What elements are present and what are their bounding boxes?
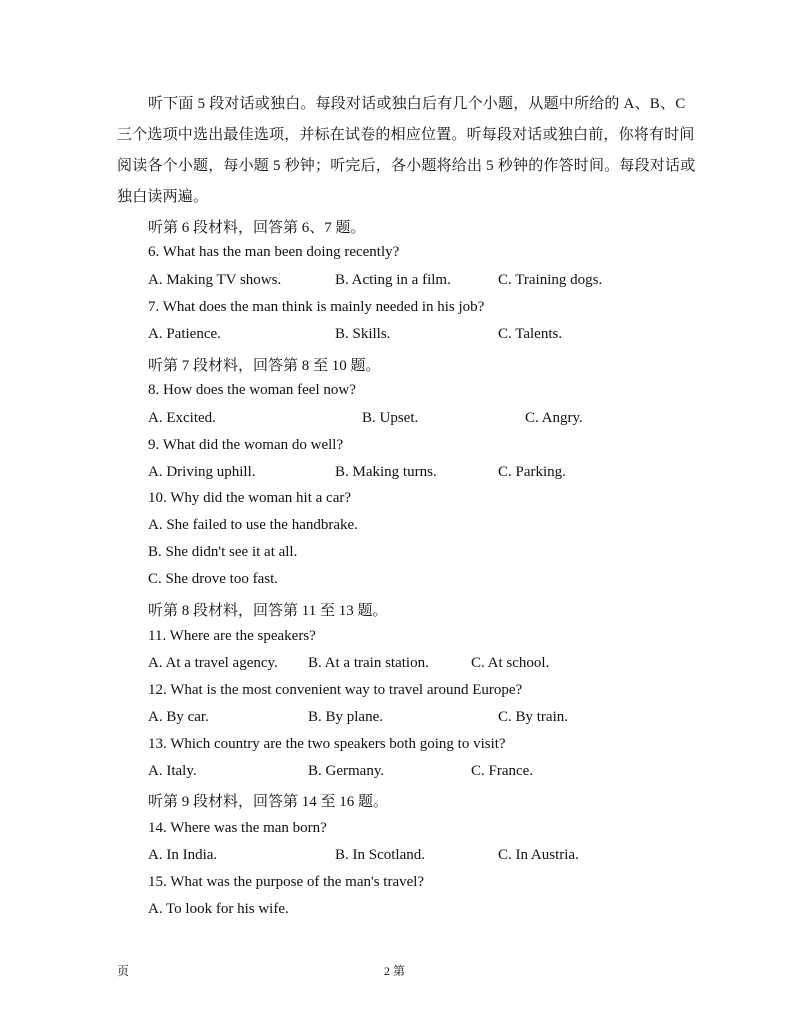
q13-option-b: B. Germany. — [308, 763, 385, 779]
q11-option-b: B. At a train station. — [308, 655, 429, 671]
section-heading-6: 听第 6 段材料，回答第 6、7 题。 — [148, 220, 366, 236]
q9-option-a: A. Driving uphill. — [148, 464, 256, 480]
q12-option-c: C. By train. — [498, 709, 568, 725]
q7-option-c: C. Talents. — [498, 326, 563, 342]
q15-option-a: A. To look for his wife. — [148, 901, 289, 917]
question-7: 7. What does the man think is mainly needed in his job? — [148, 299, 485, 315]
question-6: 6. What has the man been doing recently? — [148, 244, 400, 260]
q9-option-b: B. Making turns. — [335, 464, 437, 480]
q14-option-c: C. In Austria. — [498, 847, 579, 863]
q12-option-a: A. By car. — [148, 709, 209, 725]
section-heading-9: 听第 9 段材料，回答第 14 至 16 题。 — [148, 794, 389, 810]
question-10: 10. Why did the woman hit a car? — [148, 490, 351, 506]
question-13: 13. Which country are the two speakers both going to visit? — [148, 736, 506, 752]
section-heading-8: 听第 8 段材料，回答第 11 至 13 题。 — [148, 603, 388, 619]
q8-option-b: B. Upset. — [362, 410, 419, 426]
question-14: 14. Where was the man born? — [148, 820, 327, 836]
q13-option-a: A. Italy. — [148, 763, 197, 779]
q7-option-b: B. Skills. — [335, 326, 391, 342]
question-8: 8. How does the woman feel now? — [148, 382, 356, 398]
q8-option-c: C. Angry. — [525, 410, 583, 426]
question-11: 11. Where are the speakers? — [148, 628, 316, 644]
q7-option-a: A. Patience. — [148, 326, 221, 342]
footer-page-label: 页 — [117, 964, 130, 978]
q10-option-b: B. She didn't see it at all. — [148, 544, 298, 560]
q14-option-b: B. In Scotland. — [335, 847, 425, 863]
q14-option-a: A. In India. — [148, 847, 218, 863]
q13-option-c: C. France. — [471, 763, 534, 779]
q8-option-a: A. Excited. — [148, 410, 216, 426]
listening-instructions: 听下面 5 段对话或独白。每段对话或独白后有几个小题，从题中所给的 A、B、C 三个选项中选出最佳选项，并标在试卷的相应位置。听每段对话或独白前，你将有时间阅读各个小题，每小题 5 秒钟；听完后，各小题将给出 5 秒钟的作答时间。每段对话或独白读两遍。 — [117, 96, 696, 205]
section-heading-7: 听第 7 段材料，回答第 8 至 10 题。 — [148, 358, 381, 374]
q6-option-a: A. Making TV shows. — [148, 272, 282, 288]
q11-option-c: C. At school. — [471, 655, 550, 671]
q11-option-a: A. At a travel agency. — [148, 655, 278, 671]
q6-option-c: C. Training dogs. — [498, 272, 603, 288]
q10-option-a: A. She failed to use the handbrake. — [148, 517, 358, 533]
q10-option-c: C. She drove too fast. — [148, 571, 278, 587]
question-12: 12. What is the most convenient way to travel around Europe? — [148, 682, 523, 698]
question-15: 15. What was the purpose of the man's travel? — [148, 874, 425, 890]
footer-page-number: 2 第 — [384, 964, 406, 978]
question-9: 9. What did the woman do well? — [148, 437, 344, 453]
q6-option-b: B. Acting in a film. — [335, 272, 451, 288]
q12-option-b: B. By plane. — [308, 709, 383, 725]
q9-option-c: C. Parking. — [498, 464, 566, 480]
